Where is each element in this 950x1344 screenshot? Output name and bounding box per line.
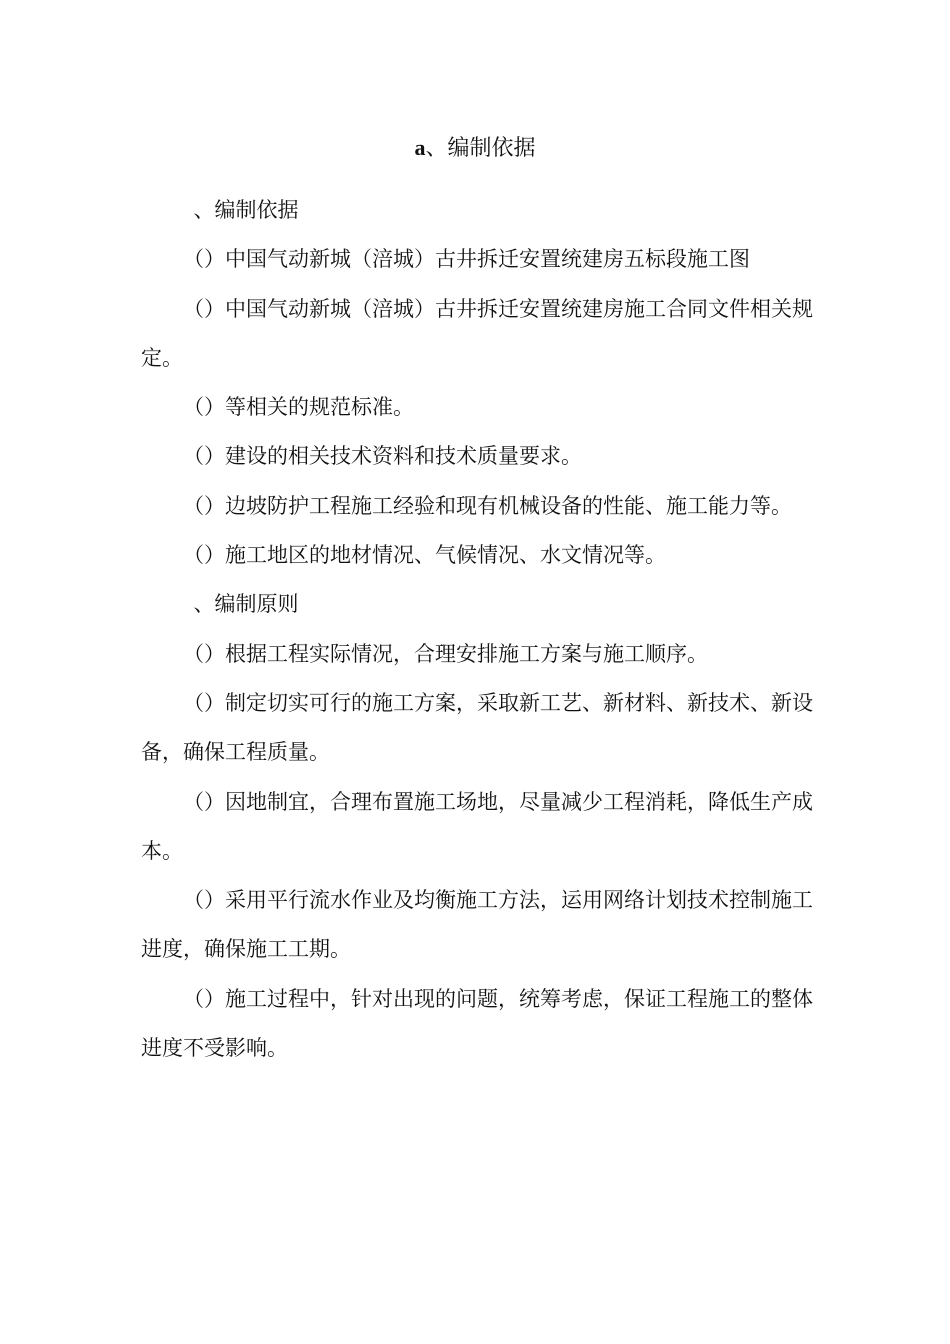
principle-item-2: （）制定切实可行的施工方案，采取新工艺、新材料、新技术、新设备，确保工程质量。: [141, 690, 813, 765]
basis-item-4: （）建设的相关技术资料和技术质量要求。: [183, 444, 582, 469]
title-prefix: a: [414, 135, 426, 160]
principle-item-5: （）施工过程中，针对出现的问题，统筹考虑，保证工程施工的整体进度不受影响。: [141, 986, 813, 1061]
basis-item-6: （）施工地区的地材情况、气候情况、水文情况等。: [183, 543, 666, 568]
principle-item-3: （）因地制宜，合理布置施工场地，尽量减少工程消耗，降低生产成本。: [141, 789, 813, 863]
principle-item-4: （）采用平行流水作业及均衡施工方法，运用网络计划技术控制施工进度，确保施工工期。: [141, 888, 813, 962]
basis-item-3: （）等相关的规范标准。: [183, 395, 414, 420]
title-text: 、编制依据: [425, 136, 536, 161]
basis-item-2: （）中国气动新城（涪城）古井拆迁安置统建房施工合同文件相关规定。: [141, 296, 813, 370]
section-heading-basis: 、编制依据: [193, 198, 299, 222]
document-body: [141, 186, 813, 1073]
page-title: [0, 132, 950, 165]
section-heading-principles: 、编制原则: [193, 592, 299, 617]
basis-item-1: （）中国气动新城（涪城）古井拆迁安置统建房五标段施工图: [183, 247, 750, 272]
basis-item-5: （）边坡防护工程施工经验和现有机械设备的性能、施工能力等。: [183, 493, 792, 518]
principle-item-1: （）根据工程实际情况，合理安排施工方案与施工顺序。: [183, 641, 708, 666]
